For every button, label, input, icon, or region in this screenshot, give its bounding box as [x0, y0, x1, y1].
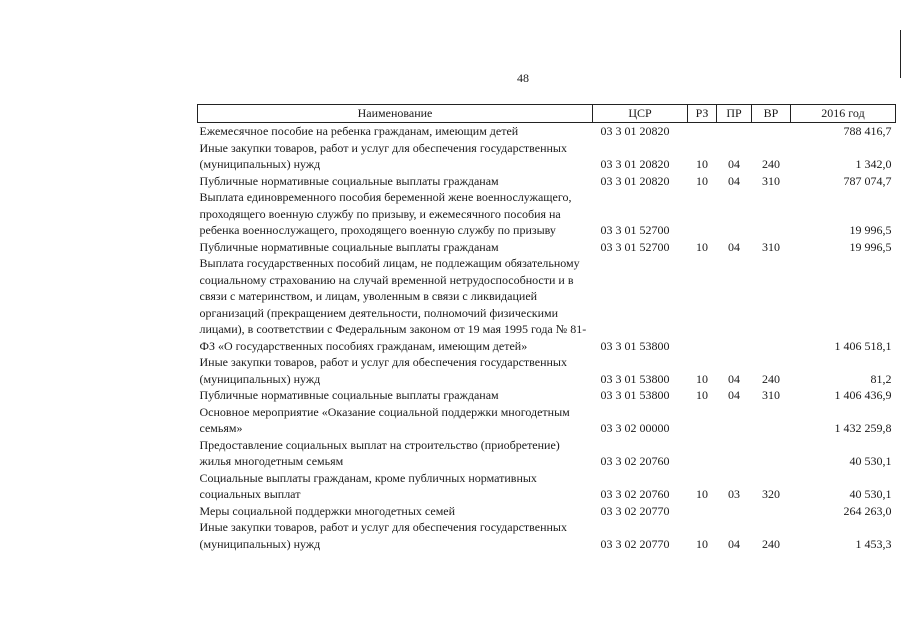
row-rz [688, 437, 717, 470]
row-amount: 1 406 436,9 [834, 388, 892, 402]
row-amount: 788 416,7 [843, 124, 892, 138]
row-name: Ежемесячное пособие на ребенка гражданам, имеющим детей [199, 124, 519, 138]
row-vr: 240 [762, 536, 780, 551]
row-vr [752, 123, 791, 140]
row-rz: 10 [696, 239, 708, 254]
row-vr [752, 189, 791, 239]
header-rz: РЗ [688, 105, 717, 123]
table-row [198, 519, 896, 552]
table-header-row [198, 105, 896, 123]
row-rz [688, 255, 717, 354]
row-pr [717, 437, 752, 470]
row-vr: 310 [762, 239, 780, 254]
row-vr [752, 503, 791, 520]
row-name: Выплата единовременного пособия беременной жене военнослужащего, проходящего военную службу по призыву, и ежемесячного пособия на ребенка военнослужащего, проходящего военную службу по призыву [199, 190, 572, 237]
row-vr: 310 [762, 173, 780, 188]
row-amount: 40 530,1 [849, 487, 892, 501]
table-row [198, 239, 896, 256]
row-csr: 03 3 02 00000 [600, 421, 670, 435]
row-amount: 1 432 259,8 [834, 421, 892, 435]
header-csr: ЦСР [593, 105, 688, 123]
row-amount: 1 453,3 [855, 536, 892, 551]
row-csr: 03 3 01 53800 [600, 338, 670, 353]
row-name: Публичные нормативные социальные выплаты гражданам [199, 173, 499, 188]
row-csr: 03 3 01 20820 [600, 157, 670, 171]
row-csr: 03 3 01 53800 [600, 371, 670, 386]
table-row [198, 404, 896, 437]
row-name: Иные закупки товаров, работ и услуг для обеспечения государственных (муниципальных) нужд [199, 140, 567, 171]
row-csr: 03 3 01 52700 [600, 239, 670, 254]
row-vr [752, 404, 791, 437]
table-row [198, 255, 896, 354]
row-amount: 787 074,7 [843, 173, 892, 188]
row-amount: 1 342,0 [855, 157, 892, 171]
row-csr: 03 3 02 20760 [600, 454, 670, 468]
row-name: Предоставление социальных выплат на строительство (приобретение) жилья многодетным семьям [199, 437, 560, 468]
row-amount: 81,2 [870, 371, 892, 386]
row-rz: 10 [696, 173, 708, 188]
row-name: Иные закупки товаров, работ и услуг для обеспечения государственных (муниципальных) нужд [199, 520, 567, 551]
row-vr: 240 [762, 371, 780, 386]
row-pr [717, 123, 752, 140]
row-vr [752, 437, 791, 470]
row-vr: 320 [762, 487, 780, 501]
row-name: Публичные нормативные социальные выплаты гражданам [199, 239, 499, 254]
table-row [198, 503, 896, 520]
row-name: Публичные нормативные социальные выплаты гражданам [199, 388, 499, 402]
row-name: Выплата государственных пособий лицам, не подлежащим обязательному социальному страхованию на случай временной нетрудоспособности и в связи с материнством, и лицам, уволенным в связи с ликвидацией организаций (прекращением деятельности, полномочий физическими лицами), в соответствии с Федеральным законом от 19 мая 1995 года № 81-ФЗ «О государственных пособиях гражданам, имеющим детей» [199, 256, 587, 353]
header-name: Наименование [198, 105, 593, 123]
header-amount: 2016 год [791, 105, 896, 123]
row-amount: 19 996,5 [849, 239, 892, 254]
row-csr: 03 3 02 20760 [600, 487, 670, 501]
row-rz [688, 123, 717, 140]
row-pr: 04 [728, 239, 740, 254]
row-rz: 10 [696, 388, 708, 402]
table-row [198, 387, 896, 404]
row-vr: 240 [762, 157, 780, 171]
row-rz [688, 404, 717, 437]
row-name: Социальные выплаты гражданам, кроме публичных нормативных социальных выплат [199, 470, 537, 501]
row-pr [717, 503, 752, 520]
header-vr: ВР [752, 105, 791, 123]
row-pr [717, 404, 752, 437]
row-rz: 10 [696, 487, 708, 501]
row-csr: 03 3 01 53800 [600, 388, 670, 402]
row-name: Иные закупки товаров, работ и услуг для обеспечения государственных (муниципальных) нужд [199, 355, 567, 386]
row-name: Основное мероприятие «Оказание социальной поддержки многодетным семьям» [199, 404, 570, 435]
table-row [198, 140, 896, 173]
table-row [198, 123, 896, 140]
row-pr: 03 [728, 487, 740, 501]
table-row [198, 470, 896, 503]
row-csr: 03 3 01 20820 [600, 173, 670, 188]
row-pr: 04 [728, 371, 740, 386]
table-row [198, 189, 896, 239]
row-csr: 03 3 01 52700 [600, 223, 670, 237]
row-vr [752, 255, 791, 354]
header-pr: ПР [717, 105, 752, 123]
row-rz: 10 [696, 371, 708, 386]
row-csr: 03 3 02 20770 [600, 536, 670, 551]
row-pr: 04 [728, 157, 740, 171]
row-rz: 10 [696, 536, 708, 551]
page-edge-mark [900, 30, 901, 78]
row-pr: 04 [728, 388, 740, 402]
page-number: 48 [517, 71, 529, 85]
row-csr: 03 3 02 20770 [600, 503, 670, 518]
row-pr [717, 255, 752, 354]
row-pr [717, 189, 752, 239]
table-row [198, 437, 896, 470]
row-pr: 04 [728, 536, 740, 551]
table-row [198, 354, 896, 387]
row-rz [688, 503, 717, 520]
table-row [198, 173, 896, 190]
row-vr: 310 [762, 388, 780, 402]
row-amount: 1 406 518,1 [834, 338, 892, 353]
row-amount: 40 530,1 [849, 454, 892, 468]
row-rz [688, 189, 717, 239]
row-csr: 03 3 01 20820 [600, 124, 670, 138]
row-rz: 10 [696, 157, 708, 171]
budget-table [197, 104, 896, 552]
row-pr: 04 [728, 173, 740, 188]
row-amount: 264 263,0 [843, 503, 892, 518]
row-amount: 19 996,5 [849, 223, 892, 237]
row-name: Меры социальной поддержки многодетных семей [199, 503, 456, 518]
